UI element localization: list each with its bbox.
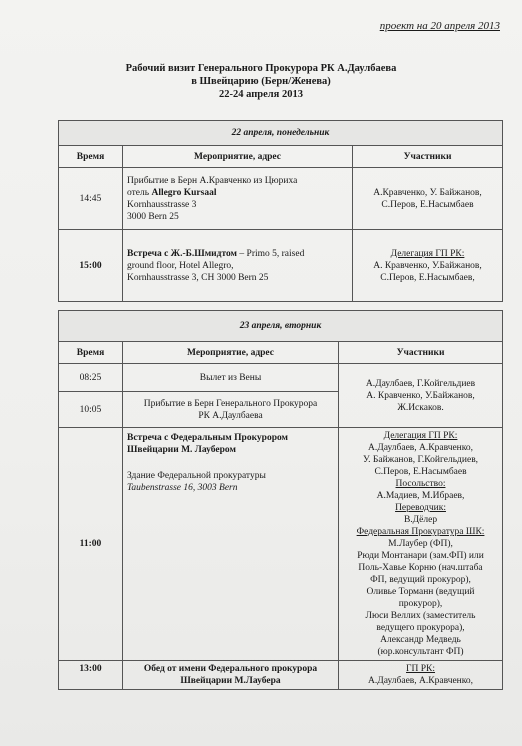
- participants-line: ГП РК:: [406, 664, 436, 674]
- time-cell: 13:00: [59, 661, 123, 690]
- participants-line: ФП, ведущий прокурор),: [370, 575, 471, 585]
- table-row: [59, 661, 503, 690]
- event-cell: [123, 230, 353, 302]
- participants-line: Федеральная Прокуратура ШК:: [356, 527, 485, 537]
- event-line: [127, 187, 348, 199]
- time-cell: 11:00: [59, 428, 123, 661]
- meeting-title: Швейцарии М. Лаубером: [127, 445, 236, 455]
- table-row: [59, 364, 503, 392]
- participants-line: (юр.консультант ФП): [377, 647, 464, 657]
- header-line-1: Рабочий визит Генерального Прокурора РК А.Даулбаева: [125, 63, 397, 74]
- participants-cell: [339, 661, 503, 690]
- table-row: [59, 168, 503, 230]
- meeting-title: Обед от имени Федерального прокурора: [143, 664, 318, 674]
- schedule-table-day2: [58, 310, 503, 690]
- participants-line: Посольство:: [395, 479, 446, 489]
- participants-line: Люси Веллих (заместитель: [365, 611, 476, 621]
- participants-cell: [353, 168, 503, 230]
- column-header-participants: Участники: [339, 342, 503, 364]
- participants-line: ведущего прокурора),: [376, 623, 465, 633]
- participants-line: С.Перов, Е.Насымбаев: [381, 199, 474, 210]
- header-line-3: 22-24 апреля 2013: [219, 89, 303, 100]
- event-line: ground floor, Hotel Allegro,: [127, 260, 234, 271]
- event-line: Здание Федеральной прокуратуры: [127, 471, 266, 481]
- participants-line: А.Мадиев, М.Ибраев,: [376, 491, 465, 501]
- participants-line: А.Даулбаев, А.Кравченко,: [368, 676, 474, 686]
- column-header-participants: Участники: [353, 146, 503, 168]
- participants-line: Александр Медведь: [380, 635, 461, 645]
- participants-line: Делегация ГП РК:: [390, 248, 465, 259]
- event-cell: [123, 168, 353, 230]
- event-cell: Вылет из Вены: [123, 364, 339, 392]
- column-header-event: Мероприятие, адрес: [123, 342, 339, 364]
- day-title: 22 апреля, понедельник: [59, 121, 503, 146]
- participants-line: А. Кравченко, У.Байжанов,: [373, 260, 482, 271]
- participants-line: прокурор),: [398, 599, 443, 609]
- participants-line: С.Перов, Е.Насымбаев: [374, 467, 467, 477]
- column-header-time: Время: [59, 146, 123, 168]
- event-cell: [123, 661, 339, 690]
- header-line-2: в Швейцарию (Берн/Женева): [191, 76, 331, 87]
- time-cell: 10:05: [59, 392, 123, 428]
- event-line: РК А.Даулбаева: [198, 410, 263, 421]
- participants-line: Рюди Монтанари (зам.ФП) или: [357, 551, 484, 561]
- event-line: Kornhausstrasse 3, CH 3000 Bern 25: [127, 272, 269, 283]
- meeting-title: Встреча с Ж.-Б.Шмидтом: [127, 248, 238, 259]
- participants-line: Делегация ГП РК:: [383, 431, 458, 441]
- time-cell: 08:25: [59, 364, 123, 392]
- time-cell: 15:00: [59, 230, 123, 302]
- participants-line: Переводчик:: [395, 503, 446, 513]
- participants-line: В.Дёлер: [403, 515, 438, 525]
- time-cell: 14:45: [59, 168, 123, 230]
- event-line: 3000 Bern 25: [127, 211, 179, 222]
- participants-cell: [339, 364, 503, 428]
- event-line: Kornhausstrasse 3: [127, 199, 197, 210]
- draft-note: проект на 20 апреля 2013: [379, 20, 500, 32]
- event-address: Taubenstrasse 16, 3003 Bern: [127, 483, 238, 493]
- participants-line: М.Лаубер (ФП),: [388, 539, 453, 549]
- participants-line: А.Даулбаев, А.Кравченко,: [368, 443, 474, 453]
- meeting-title: Встреча с Федеральным Прокурором: [127, 433, 289, 443]
- participants-cell: [353, 230, 503, 302]
- column-header-time: Время: [59, 342, 123, 364]
- participants-cell: [339, 428, 503, 661]
- participants-line: Поль-Хавье Корню (нач.штаба: [358, 563, 483, 573]
- participants-line: У. Байжанов, Г.Койгельдиев,: [362, 455, 479, 465]
- schedule-table-day1: [58, 120, 503, 302]
- day-title: 23 апреля, вторник: [59, 311, 503, 342]
- event-text: отель: [127, 187, 152, 198]
- document-header: [0, 62, 522, 101]
- column-header-event: Мероприятие, адрес: [123, 146, 353, 168]
- participants-line: Оливье Торманн (ведущий: [366, 587, 475, 597]
- event-cell: [123, 392, 339, 428]
- participants-line: А. Кравченко, У.Байжанов,: [366, 390, 475, 401]
- event-line: Прибытие в Берн А.Кравченко из Цюриха: [127, 175, 298, 186]
- event-line: Прибытие в Берн Генерального Прокурора: [143, 398, 318, 409]
- event-line: [127, 248, 348, 260]
- participants-line: А.Кравченко, У. Байжанов,: [373, 187, 482, 198]
- event-text: – Primo 5, raised: [237, 248, 305, 259]
- table-row: [59, 428, 503, 661]
- participants-line: А.Даулбаев, Г.Койгельдиев: [365, 378, 476, 389]
- participants-line: С.Перов, Е.Насымбаев,: [380, 272, 475, 283]
- meeting-title: Швейцарии М.Лаубера: [180, 676, 281, 686]
- event-cell: [123, 428, 339, 661]
- table-row: [59, 230, 503, 302]
- participants-line: Ж.Искаков.: [397, 402, 444, 413]
- hotel-name: Allegro Kursaal: [151, 187, 217, 198]
